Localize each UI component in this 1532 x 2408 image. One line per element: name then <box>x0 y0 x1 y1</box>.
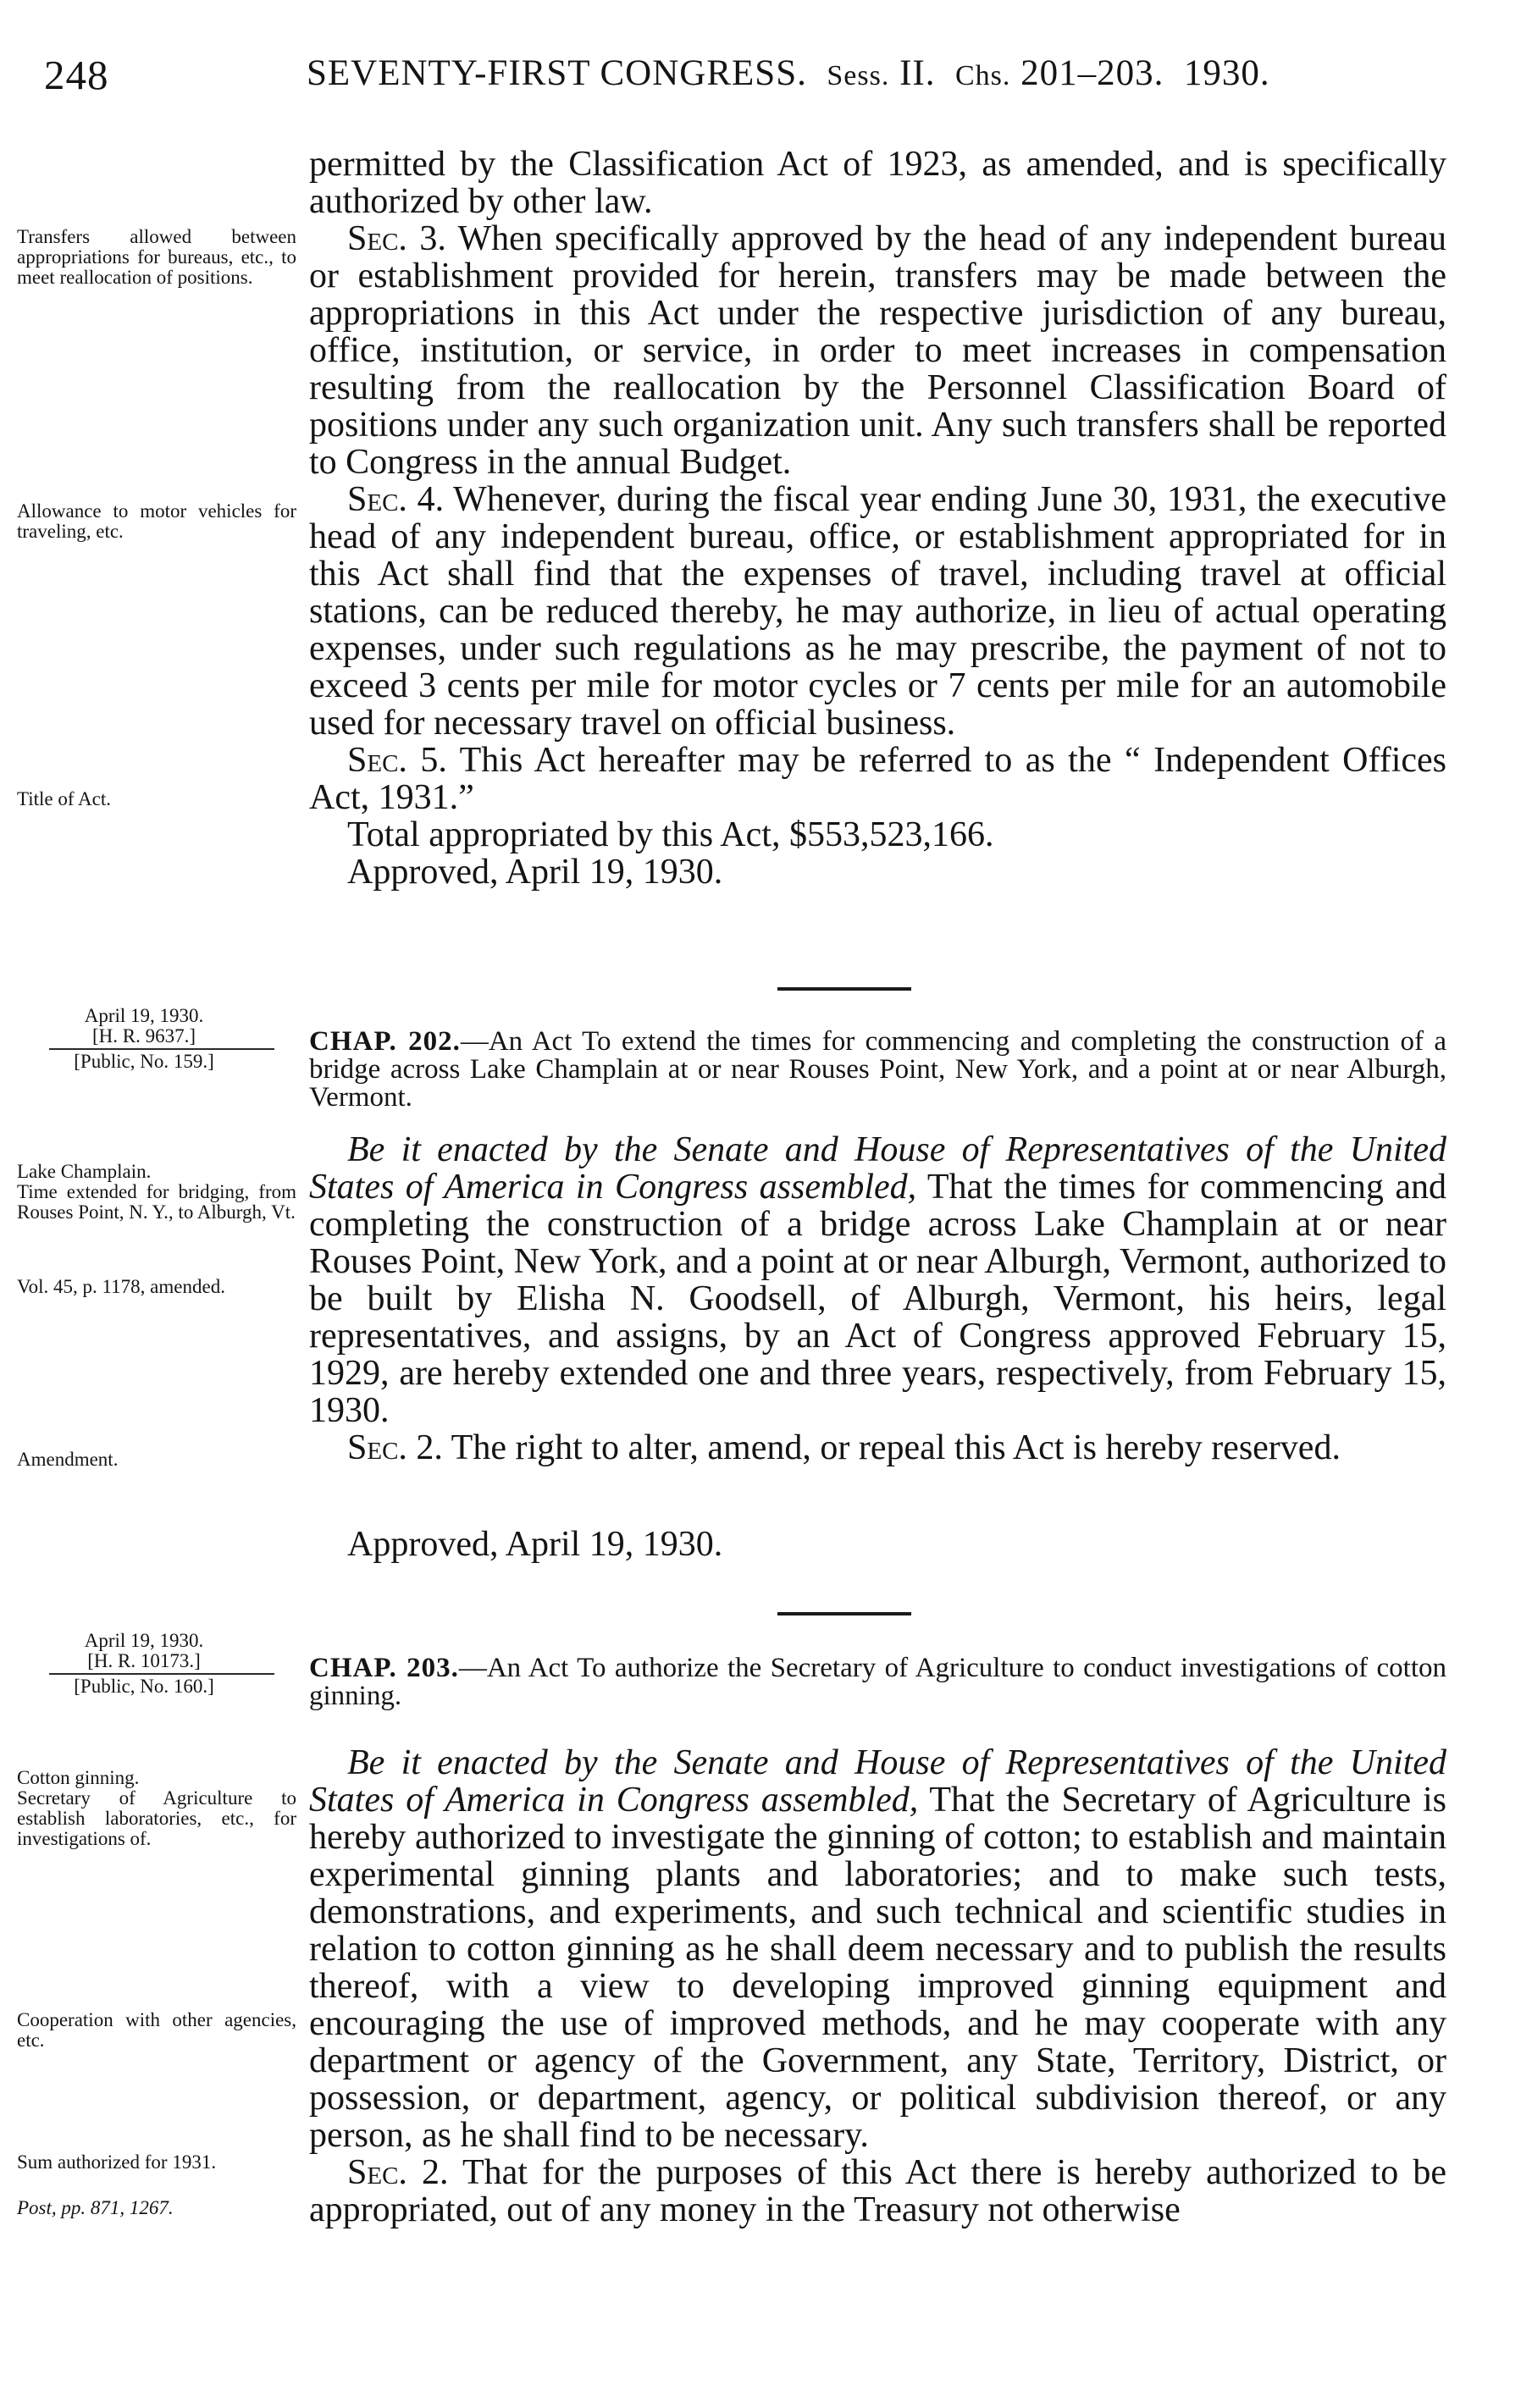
chap202-label: CHAP. 202. <box>309 1026 461 1057</box>
running-header <box>34 51 1474 110</box>
chap203-sec2-heading: Sec. 2. <box>347 2153 449 2192</box>
running-head-title <box>307 52 1270 94</box>
separator-rule <box>777 987 911 991</box>
continuation-paragraph: permitted by the Classification Act of 1923, as amended, and is specifically authorized by other law. <box>309 145 1446 221</box>
chap203-enacting-paragraph <box>309 1744 1446 2154</box>
chap203-label: CHAP. 203. <box>309 1653 459 1683</box>
margin-note-cooperation: Cooperation with other agencies, etc. <box>17 2009 296 2051</box>
section-5-paragraph <box>309 742 1446 816</box>
section-3-paragraph <box>309 220 1446 481</box>
chap203-body-text: That the Secretary of Agriculture is hereby authorized to investigate the ginning of cotton; to establish and maintain experimental ginning plants and laboratories; and to make such tests, demonstrations, and experiments, and such technical and scientific studies in relation to cotton ginning as he shall deem necessary and to publish the results thereof, with a view to developing improved ginning equipment and encouraging the use of improved methods, and he may cooperate with any department or agency of the Government, any State, Territory, District, or possession, or department, agency, or political subdivision thereof, or any person, as he shall find to be necessary. <box>309 1781 1446 2155</box>
margin-note-title: Title of Act. <box>17 788 111 809</box>
margin-note-sum-authorized: Sum authorized for 1931. <box>17 2151 217 2173</box>
chap203-public: [Public, No. 160.] <box>74 1676 214 1697</box>
margin-note-vol-45: Vol. 45, p. 1178, amended. <box>17 1276 225 1297</box>
chap203-sec2-text: That for the purposes of this Act there is hereby authorized to be appropriated, out of any money in the Treasury not otherwise <box>309 2153 1446 2229</box>
margin-note-lake-champlain: Lake Champlain. <box>17 1161 152 1182</box>
chap202-sec2-text: The right to alter, amend, or repeal this Act is hereby reserved. <box>451 1428 1341 1467</box>
section-5-text: This Act hereafter may be referred to as the “ Independent Offices Act, 1931.” <box>309 741 1446 817</box>
margin-note-time-extended: Time extended for bridging, from Rouses Point, N. Y., to Alburgh, Vt. <box>17 1181 296 1223</box>
section-4-paragraph <box>309 481 1446 742</box>
top-body <box>309 146 1446 891</box>
chap202-approved: Approved, April 19, 1930. <box>347 1525 723 1564</box>
margin-note-cotton-ginning: Cotton ginning. <box>17 1767 140 1788</box>
chap202-public: [Public, No. 159.] <box>74 1051 214 1072</box>
page-number: 248 <box>44 52 109 98</box>
margin-note-transfers: Transfers allowed between appropriations for bureaus, etc., to meet reallocation of positions. <box>17 226 296 288</box>
chap202-body-text: That the times for commencing and completing the construction of a bridge across Lake Champlain at or near Rouses Point, New York, and a point at or near Alburgh, Vermont, authorized to be built by Elisha N. Goodsell, of Alburgh, Vermont, his heirs, legal representatives, and assigns, by an Act of Congress approved February 15, 1929, are hereby extended one and three years, respectively, from February 15, 1930. <box>309 1168 1447 1430</box>
session-label: Sess. <box>827 60 890 91</box>
margin-note-post-text: Post, pp. 871, 1267. <box>17 2197 174 2218</box>
margin-note-allowance: Allowance to motor vehicles for traveling, etc. <box>17 500 296 542</box>
chap202-caption <box>309 1028 1446 1112</box>
chap202-section-2 <box>309 1429 1446 1466</box>
section-4-heading: Sec. 4. <box>347 480 445 519</box>
section-3-heading: Sec. 3. <box>347 219 446 258</box>
chap203-bill-rule <box>49 1673 274 1675</box>
chap202-sec2-heading: Sec. 2. <box>347 1428 443 1467</box>
separator-rule-2 <box>777 1612 911 1615</box>
chap203-section-2 <box>309 2154 1446 2229</box>
chap202-bill: [H. R. 9637.] <box>91 1025 196 1047</box>
chap203-bill: [H. R. 10173.] <box>87 1650 201 1671</box>
chap202-bill-rule <box>49 1048 274 1050</box>
chap203-body <box>309 1744 1446 2229</box>
margin-note-secretary: Secretary of Agriculture to establish laboratories, etc., for investigations of. <box>17 1787 296 1849</box>
section-4-text: Whenever, during the fiscal year ending June 30, 1931, the executive head of any independent bureau, office, or establishment appropriated for in this Act shall find that the expenses of travel, including travel at official stations, can be reduced thereby, he may authorize, in lieu of actual operating expenses, under such regulations as he may prescribe, the payment of not to exceed 3 cents per mile for motor cycles or 7 cents per mile for an automobile used for necessary travel on official business. <box>309 480 1446 743</box>
chap202-body <box>309 1131 1446 1466</box>
chap202-enacting-paragraph <box>309 1131 1446 1429</box>
chapters-label: Chs. <box>954 60 1011 91</box>
section-3-text: When specifically approved by the head of any independent bureau or establishment provided for herein, transfers may be made between the appropriations in this Act under the respective jurisdiction of any bureau, office, institution, or service, in order to meet increases in compensation resulting from the reallocation by the Personnel Classification Board of positions under any such organization unit. Any such transfers shall be reported to Congress in the annual Budget. <box>309 219 1446 482</box>
chap203-caption-text: —An Act To authorize the Secretary of Agriculture to conduct investigations of cotton ginning. <box>309 1653 1446 1711</box>
margin-note-post <box>17 2198 296 2218</box>
approved-date: Approved, April 19, 1930. <box>347 853 723 892</box>
chap202-date: April 19, 1930. <box>84 1005 204 1026</box>
session-number: II. <box>899 53 936 93</box>
header-year: 1930. <box>1183 53 1270 93</box>
chap203-date: April 19, 1930. <box>84 1630 204 1651</box>
margin-note-amendment: Amendment. <box>17 1449 119 1470</box>
section-5-heading: Sec. 5. <box>347 741 447 780</box>
chapters-range: 201–203. <box>1020 53 1164 93</box>
total-appropriated: Total appropriated by this Act, $553,523,166. <box>347 815 994 854</box>
chap203-enacting-clause: Be it enacted by the Senate and House of Representatives of the United States of America in Congress assembled, <box>309 1743 1446 1820</box>
chap202-caption-text: —An Act To extend the times for commencing and completing the construction of a bridge across Lake Champlain at or near Rouses Point, New York, and a point at or near Alburgh, Vermont. <box>309 1026 1446 1113</box>
chap203-caption <box>309 1654 1446 1710</box>
congress-title: SEVENTY-FIRST CONGRESS. <box>307 53 807 93</box>
chap202-enacting-clause: Be it enacted by the Senate and House of Representatives of the United States of America in Congress assembled, <box>309 1130 1446 1207</box>
